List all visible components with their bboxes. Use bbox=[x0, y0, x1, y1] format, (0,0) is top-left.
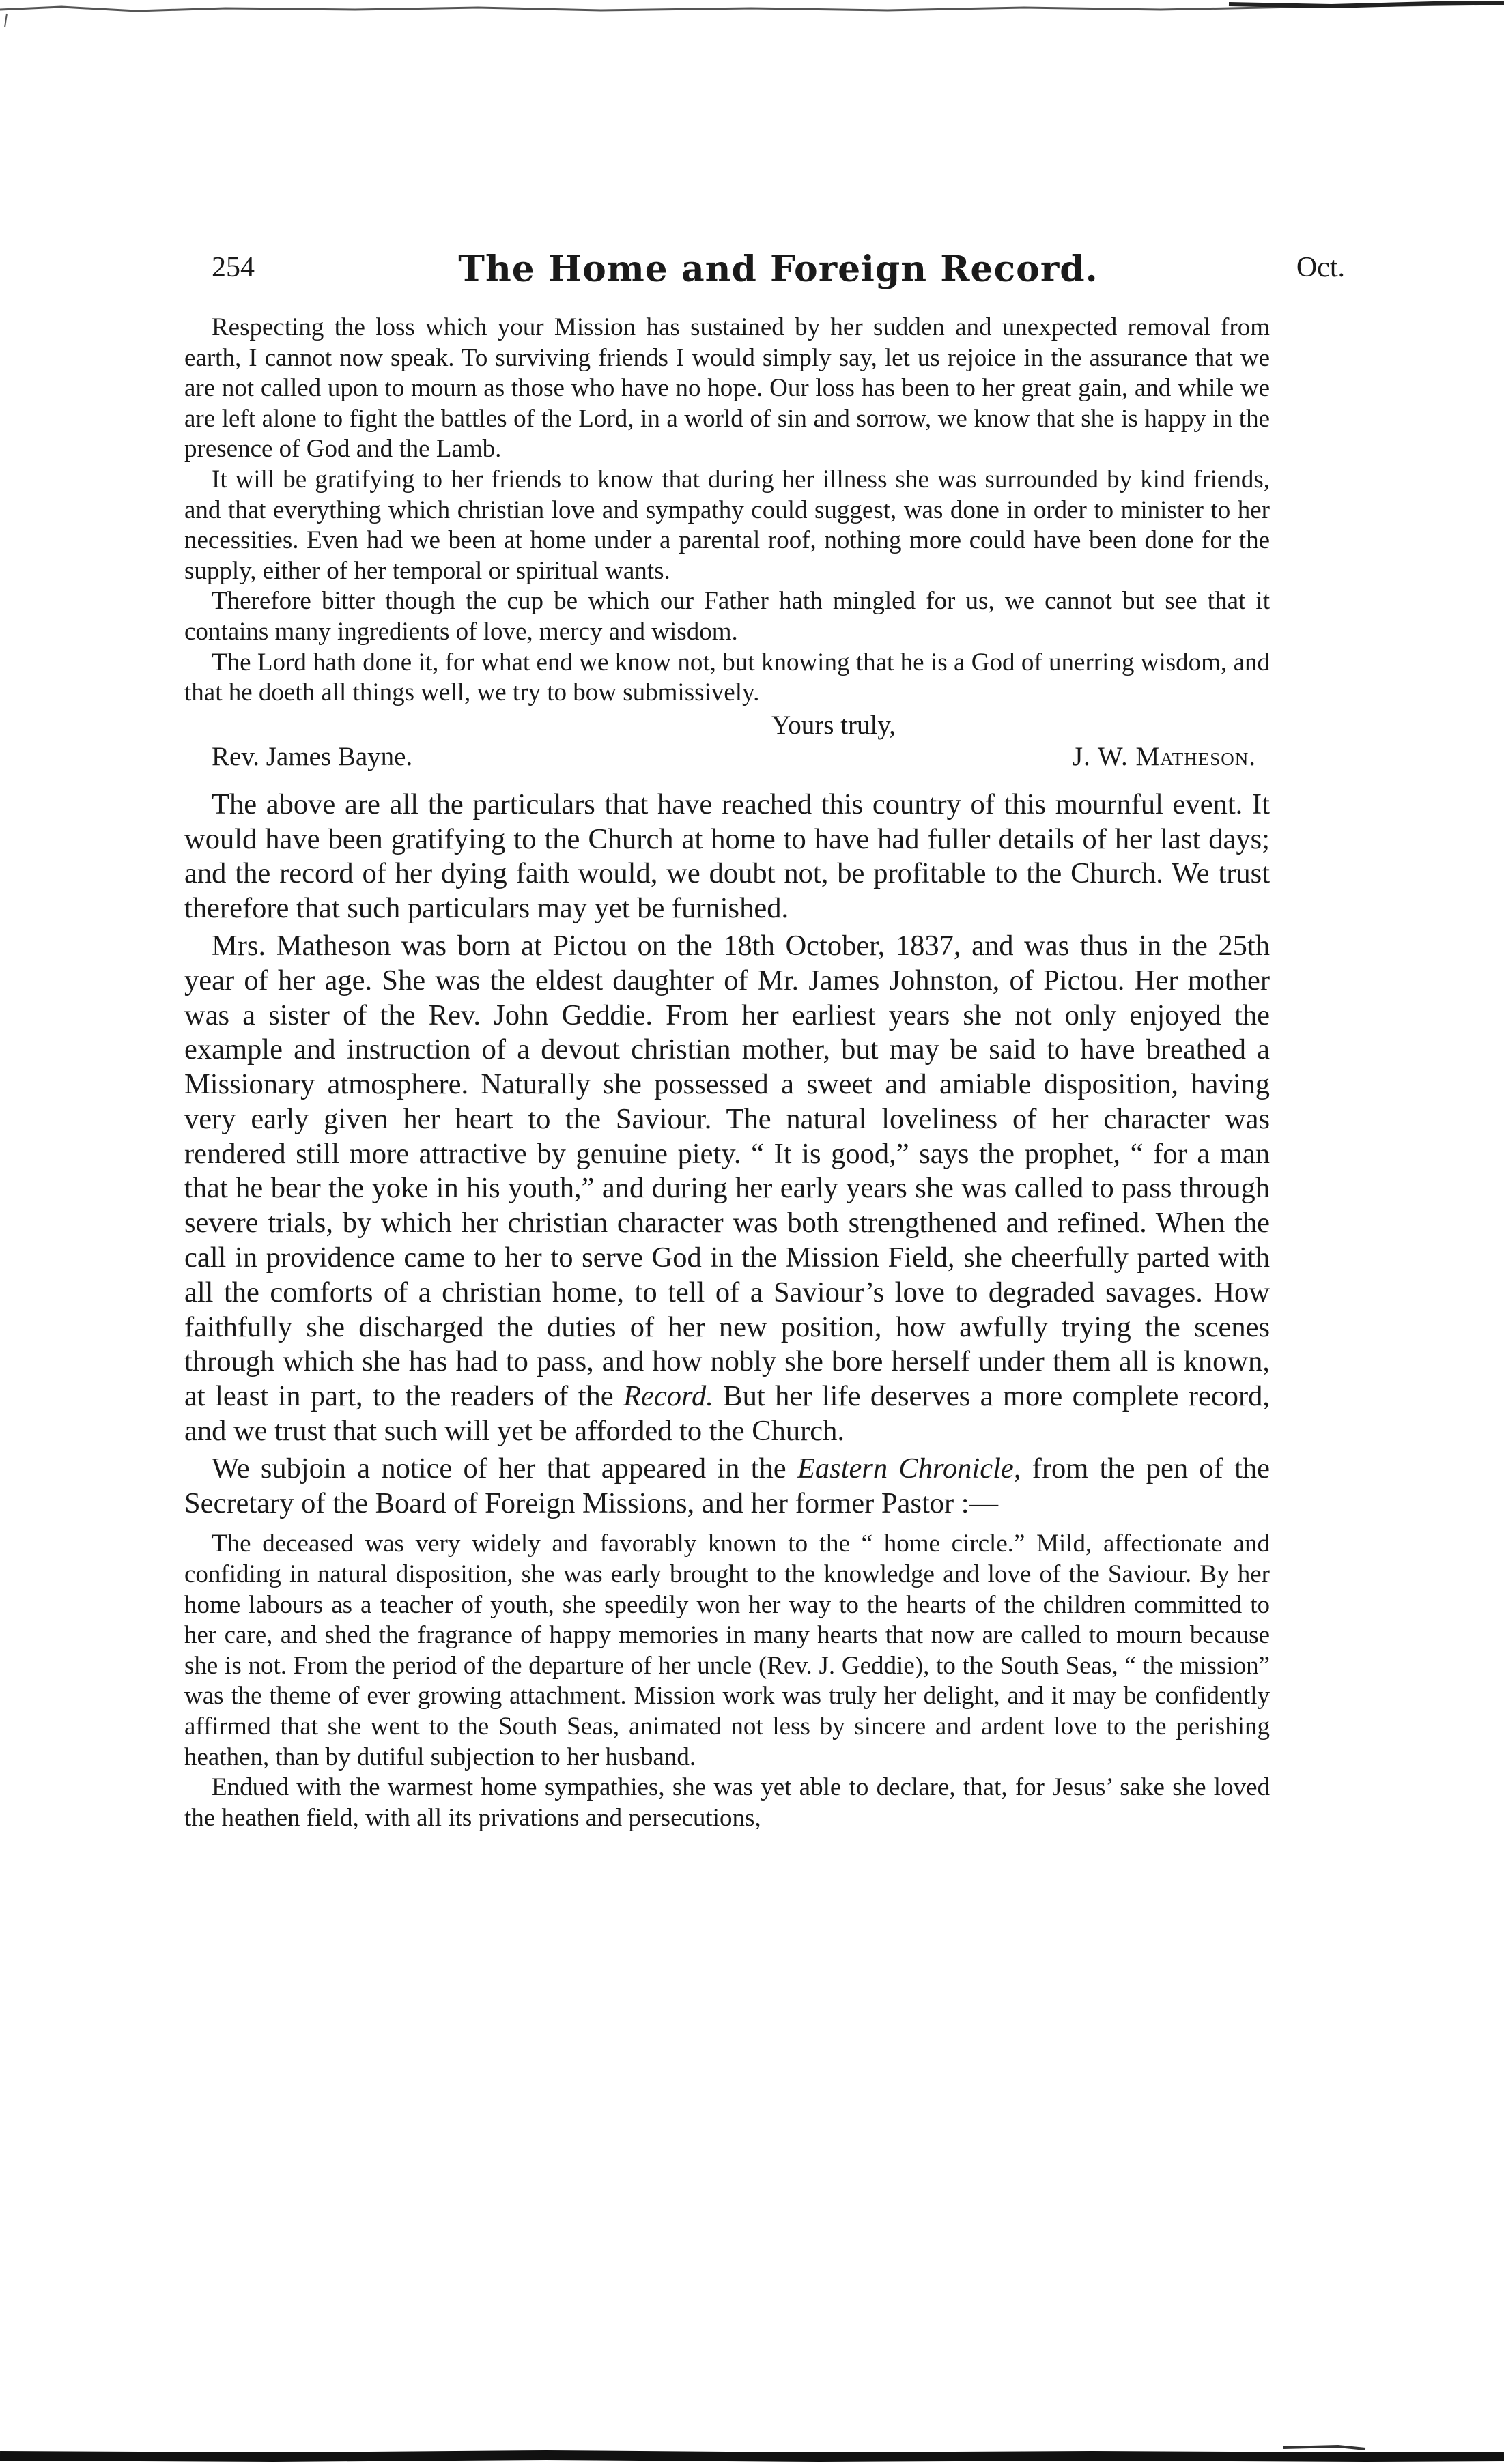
page-header bbox=[212, 248, 1345, 299]
notice-paragraph: The deceased was very widely and favorably known to the “ home circle.” Mild, affectionate and confiding in natural disposition, she was early brought to the knowledge and love of the Saviour. By her home labours as a teacher of youth, she speedily won her way to the hearts of the children committed to her care, and shed the fragrance of happy memories in many hearts that now are called to mourn because she is not. From the period of the departure of her uncle (Rev. J. Geddie), to the South Seas, “ the mission” was the theme of ever growing attachment. Mission work was truly her delight, and it may be confidently affirmed that she went to the South Seas, animated not less by sincere and ardent love to the perishing heathen, than by dutiful subjection to her husband. bbox=[184, 1530, 1270, 1771]
page-number: 254 bbox=[212, 252, 255, 283]
article-text: But her life deserves a more complete record, and we trust that such will yet be afforded to the Church. bbox=[184, 1380, 1270, 1448]
letter-paragraph: Respecting the loss which your Mission has sustained by her sudden and unexpected removal from earth, I cannot now speak. To surviving friends I would simply say, let us rejoice in the assurance that we are not called upon to mourn as those who have no hope. Our loss has been to her great gain, and while we are left alone to fight the battles of the Lord, in a world of sin and sorrow, we know that she is happy in the presence of God and the Lamb. bbox=[184, 313, 1270, 463]
article-paragraph bbox=[184, 1452, 1270, 1521]
article-text: We subjoin a notice of her that appeared in the bbox=[212, 1452, 797, 1485]
top-scan-edge bbox=[0, 0, 1504, 27]
letter-excerpt bbox=[184, 313, 1270, 708]
page-body bbox=[184, 313, 1270, 1833]
running-title: The Home and Foreign Record. bbox=[458, 248, 1098, 290]
letter-paragraph: Therefore bitter though the cup be which our Father hath mingled for us, we cannot but see that it contains many ingredients of love, mercy and wisdom. bbox=[184, 587, 1270, 646]
letter-signature: J. W. Matheson. bbox=[1072, 741, 1256, 771]
article-text: Mrs. Matheson was born at Pictou on the 18th October, 1837, and was thus in the 25th year of her age. She was the eldest daughter of Mr. James Johnston, of Pictou. Her mother was a sister of the Rev. John Geddie. From her earliest years she not only enjoyed the example and instruction of a devout christian mother, but may be said to have breathed a Missionary atmosphere. Naturally she possessed a sweet and amiable disposition, having very early given her heart to the Saviour. The natural loveliness of her character was rendered still more attractive by genuine piety. “ It is good,” says the prophet, “ for a man that he bear the yoke in his youth,” and during her early years she was called to pass through severe trials, by which her christian character was both strengthened and refined. When the call in providence came to her to serve God in the Mission Field, she cheerfully parted with all the comforts of a christian home, to tell of a Saviour’s love to degraded savages. How faithfully she discharged the duties of her new position, how awfully trying the scenes through which she has had to pass, and how nobly she bore herself under them all is known, at least in part, to the readers of the bbox=[184, 929, 1270, 1413]
letter-paragraph: The Lord hath done it, for what end we know not, but knowing that he is a God of unerring wisdom, and that he doeth all things well, we try to bow submissively. bbox=[184, 648, 1270, 707]
article-paragraph bbox=[184, 929, 1270, 1449]
bottom-scan-edge bbox=[0, 2437, 1504, 2464]
letter-signature-block bbox=[184, 710, 1270, 773]
signature-row bbox=[184, 741, 1270, 773]
article-body bbox=[184, 788, 1270, 1521]
notice-paragraph: Endued with the warmest home sympathies, she was yet able to declare, that, for Jesus’ sake she loved the heathen field, with all its privations and persecutions, bbox=[184, 1773, 1270, 1832]
article-text: from the pen of the Secretary of the Board of Foreign Missions, and her former Pastor :— bbox=[184, 1452, 1270, 1519]
chronicle-title: Eastern Chronicle, bbox=[797, 1452, 1021, 1485]
article-paragraph: The above are all the particulars that have reached this country of this mournful event. It would have been gratifying to the Church at home to have had fuller details of her last days; and the record of her dying faith would, we doubt not, be profitable to the Church. We trust therefore that such particulars may yet be furnished. bbox=[184, 788, 1270, 925]
letter-paragraph: It will be gratifying to her friends to know that during her illness she was surrounded by kind friends, and that everything which christian love and sympathy could suggest, was done in order to minister to her necessities. Even had we been at home under a parental roof, nothing more could have been done for the supply, either of her temporal or spiritual wants. bbox=[184, 465, 1270, 585]
letter-addressee: Rev. James Bayne. bbox=[212, 741, 413, 771]
letter-closing: Yours truly, bbox=[771, 710, 896, 740]
issue-month: Oct. bbox=[1296, 252, 1345, 283]
record-title: Record. bbox=[623, 1380, 713, 1413]
chronicle-notice bbox=[184, 1529, 1270, 1833]
